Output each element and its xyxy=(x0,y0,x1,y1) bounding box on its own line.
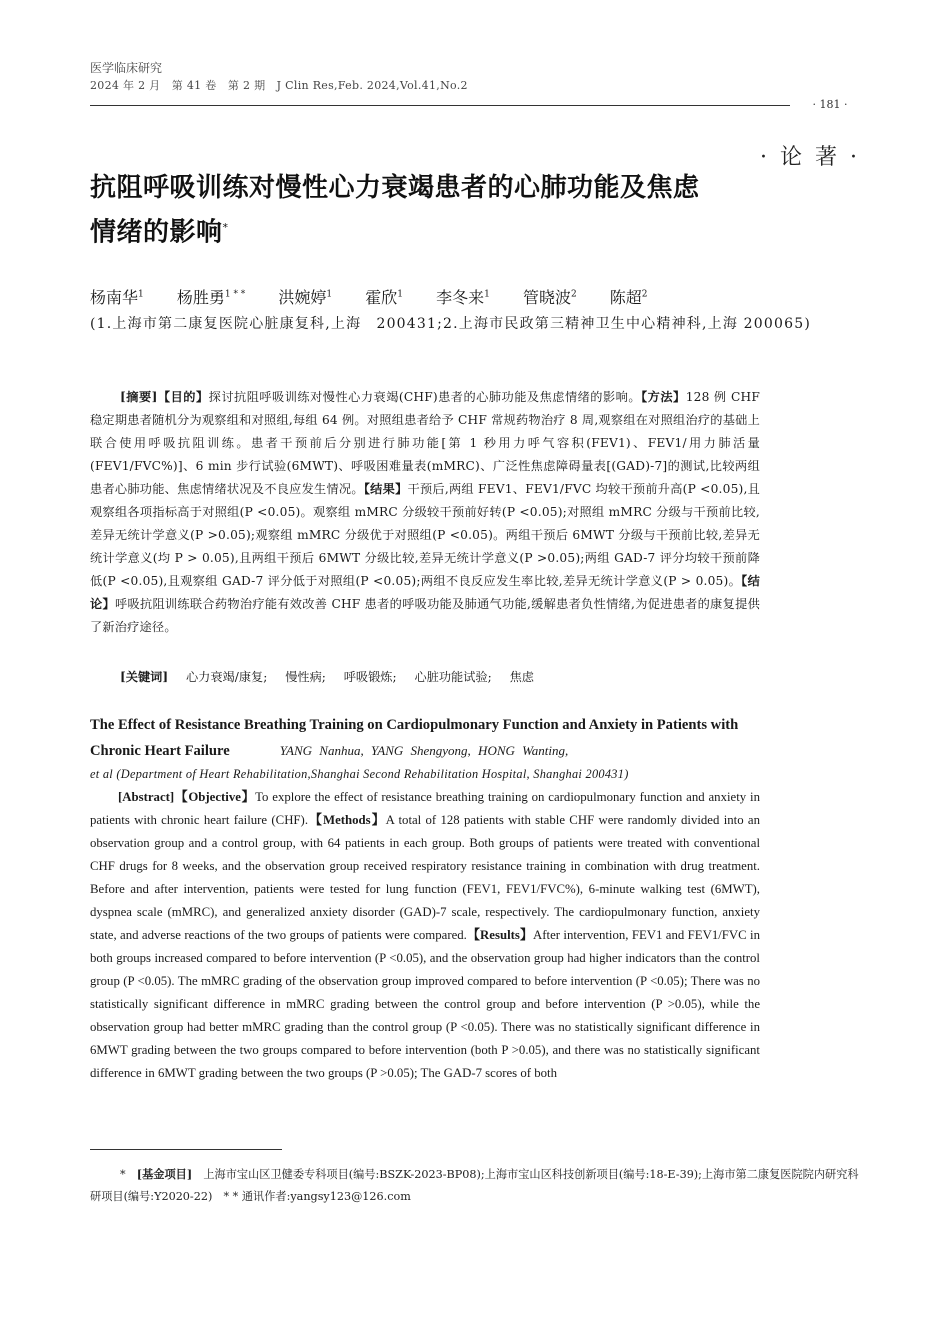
author xyxy=(177,288,245,307)
objective-text: To explore the effect of resistance breathing training on cardiopulmonary function and anxiety in patients with chronic heart failure (CHF). xyxy=(90,790,761,827)
author-name: 李冬来 xyxy=(436,288,485,308)
title-footnote-mark: * xyxy=(222,221,229,234)
methods-text: 128 例 CHF 稳定期患者随机分为观察组和对照组,每组 64 例。对照组患者给予 CHF 常规药物治疗 8 周,观察组在对照组治疗的基础上联合使用呼吸抗阻训练。患者干预前后分别进行肺功能[第 1 秒用力呼气容积(FEV1)、FEV1/用力肺活量(FEV1/FVC%)]、6 min 步行试验(6MWT)、呼吸困难量表(mMRC)、广泛性焦虑障碍量表[(GAD)-7]的测试,比较两组患者心肺功能、焦虑情绪状况及不良应发生情况。 xyxy=(90,390,760,496)
author xyxy=(90,288,144,307)
english-abstract xyxy=(90,786,760,1085)
english-title xyxy=(90,713,760,764)
section-label: · 论 著 · xyxy=(760,145,860,170)
page-number: · 181 · xyxy=(812,98,848,111)
journal-name: 医学临床研究 xyxy=(90,61,163,75)
author-affil-mark: 1 xyxy=(138,290,144,300)
english-affiliation: et al (Department of Heart Rehabilitation,Shanghai Second Rehabilitation Hospital, Shanghai 200431) xyxy=(90,767,629,781)
author xyxy=(610,288,648,307)
article-title xyxy=(90,168,790,253)
author-affil-mark: 1 * * xyxy=(224,290,246,300)
keyword: 焦虑 xyxy=(509,670,534,684)
keyword: 慢性病; xyxy=(285,670,326,684)
methods-label: 【方法】 xyxy=(641,390,686,404)
author xyxy=(523,288,577,307)
keyword: 呼吸锻炼; xyxy=(343,670,397,684)
chinese-keywords xyxy=(120,667,760,687)
objective-label: 【Objective】 xyxy=(174,790,256,804)
author-name: 洪婉婷 xyxy=(278,288,327,308)
author-name: 霍欣 xyxy=(365,288,398,308)
author-affil-mark: 1 xyxy=(397,290,403,300)
objective-text: 探讨抗阻呼吸训练对慢性心力衰竭(CHF)患者的心肺功能及焦虑情绪的影响。 xyxy=(208,390,642,404)
title-line-1: 抗阻呼吸训练对慢性心力衰竭患者的心肺功能及焦虑 xyxy=(90,173,700,203)
footnotes xyxy=(90,1163,860,1208)
keyword: 心力衰竭/康复; xyxy=(185,670,268,684)
affiliations: (1.上海市第二康复医院心脏康复科,上海 200431;2.上海市民政第三精神卫生中心精神科,上海 200065) xyxy=(90,316,811,332)
chinese-abstract xyxy=(90,386,760,639)
keywords-label: [关键词] xyxy=(120,670,169,684)
author-name: 杨南华 xyxy=(90,288,139,308)
journal-header xyxy=(90,60,860,94)
keyword: 心脏功能试验; xyxy=(414,670,492,684)
results-text: After intervention, FEV1 and FEV1/FVC in both groups increased compared to before intervention (P <0.05), and the observation group had higher indicators than the control group (P <0.05). The mMRC grading of the observation group improved compared to before intervention (P <0.05); There was no statistically significant difference in mMRC grading between the control group and before intervention (P >0.05), while the observation group had better mMRC grading than the control group (P <0.05). There was no statistically significant difference in 6MWT grading between the two groups compared to before intervention (both P >0.05), and there was no statistically significant difference in 6MWT grading between the two groups (P >0.05); The GAD-7 scores of both xyxy=(90,928,760,1080)
author xyxy=(436,288,490,307)
author-name: 杨胜勇 xyxy=(176,288,225,308)
author-affil-mark: 2 xyxy=(570,290,577,300)
conclusion-label: 【结论】 xyxy=(90,574,760,611)
english-title-text: The Effect of Resistance Breathing Training on Cardiopulmonary Function and Anxiety in Patients with Chronic Heart Failure xyxy=(90,717,739,759)
journal-issue-line: 2024 年 2 月 第 41 卷 第 2 期 J Clin Res,Feb. 2024,Vol.41,No.2 xyxy=(90,79,468,92)
author xyxy=(365,288,403,307)
methods-label: 【Methods】 xyxy=(308,813,386,827)
author-affil-mark: 2 xyxy=(641,290,648,300)
author-name: 管晓波 xyxy=(522,288,571,308)
footnote-rule xyxy=(90,1149,282,1150)
objective-label: 【目的】 xyxy=(157,390,209,404)
author-name: 陈超 xyxy=(609,288,642,308)
english-authors: YANG Nanhua, YANG Shengyong, HONG Wanting, xyxy=(279,743,569,758)
corresponding-author: * * 通讯作者:yangsy123@126.com xyxy=(223,1190,411,1203)
author xyxy=(278,288,332,307)
header-rule xyxy=(90,105,790,106)
abstract-label: [摘要] xyxy=(120,390,158,404)
fund-label: [基金项目] xyxy=(136,1167,193,1181)
results-label: 【结果】 xyxy=(363,482,408,496)
fund-text: 上海市宝山区卫健委专科项目(编号:BSZK-2023-BP08);上海市宝山区科技创新项目(编号:18-E-39);上海市第二康复医院院内研究科研项目(编号:Y2020-22) xyxy=(90,1168,859,1203)
title-line-2 xyxy=(90,208,790,253)
author-list xyxy=(90,283,860,310)
conclusion-text: 呼吸抗阻训练联合药物治疗能有效改善 CHF 患者的呼吸功能及肺通气功能,缓解患者负性情绪,为促进患者的康复提供了新治疗途径。 xyxy=(90,597,761,634)
author-affil-mark: 1 xyxy=(484,290,490,300)
results-label: 【Results】 xyxy=(466,928,534,942)
results-text: 干预后,两组 FEV1、FEV1/FVC 均较干预前升高(P <0.05),且观察组各项指标高于对照组(P <0.05)。观察组 mMRC 分级较干预前好转(P <0.05);对照组 mMRC 分级与干预前比较,差异无统计学意义(P >0.05);观察组 mMRC 分级优于对照组(P <0.05)。两组干预后 6MWT 分级与干预前比较,差异无统计学意义(均 P > 0.05),且两组干预后 6MWT 分级比较,差异无统计学意义(P >0.05);两组 GAD-7 评分均较干预前降低(P <0.05),且观察组 GAD-7 评分低于对照组(P <0.05);两组不良反应发生率比较,差异无统计学意义(P > 0.05)。 xyxy=(90,482,760,588)
abstract-label: [Abstract] xyxy=(118,790,175,804)
fund-footnote-mark: * xyxy=(120,1168,126,1181)
author-affil-mark: 1 xyxy=(326,290,333,300)
title-line-2-text: 情绪的影响 xyxy=(90,217,223,248)
methods-text: A total of 128 patients with stable CHF were randomly divided into an observation group and a control group, with 64 patients in each group. Both groups of patients were treated with conventional CHF drugs for 8 weeks, and the observation group received respiratory resistance training in combination with drug treatment. Before and after intervention, patients were tested for lung function (FEV1, FEV1/FVC%), 6-minute walking test (6MWT), dyspnea scale (mMRC), and generalized anxiety disorder (GAD)-7 scale, respectively. The cardiopulmonary function, anxiety state, and adverse reactions of the two groups of patients were compared. xyxy=(90,813,760,942)
